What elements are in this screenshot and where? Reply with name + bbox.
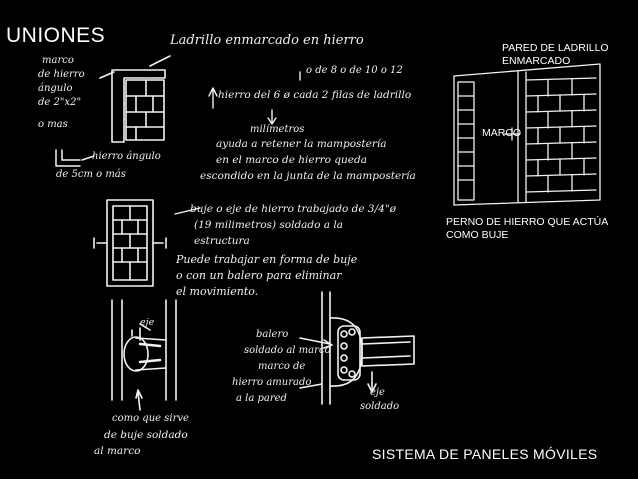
hw-ayuda-3: escondido en la junta de la mampostería bbox=[200, 170, 416, 182]
angle-brick-sketch bbox=[100, 56, 170, 142]
hw-buje-3: estructura bbox=[194, 235, 250, 247]
hw-como-1: como que sirve bbox=[112, 413, 189, 424]
hw-como-2: de buje soldado bbox=[104, 429, 188, 441]
slide-footer: SISTEMA DE PANELES MÓVILES bbox=[372, 446, 598, 462]
label-marco: MARCO bbox=[482, 127, 522, 139]
label-pared-ladrillo-line2: ENMARCADO bbox=[502, 55, 571, 67]
hw-ayuda-1: ayuda a retener la mampostería bbox=[216, 138, 387, 150]
hw-como-3: al marco bbox=[94, 445, 141, 457]
label-perno bbox=[446, 216, 608, 242]
slide-title: UNIONES bbox=[6, 24, 106, 47]
hw-ayuda-2: en el marco de hierro queda bbox=[216, 154, 367, 166]
hw-balero-4: hierro amurado bbox=[232, 377, 312, 388]
hw-hierro-angulo-2: de 5cm o más bbox=[56, 169, 126, 180]
hw-marco-2: de hierro bbox=[38, 69, 85, 80]
small-angle-sketch bbox=[56, 150, 94, 166]
hw-balero-5: a la pared bbox=[236, 393, 287, 404]
hw-marco-5: o mas bbox=[38, 119, 68, 130]
hw-marco-3: ángulo bbox=[38, 83, 73, 94]
hw-buje-6: el movimiento. bbox=[176, 285, 259, 298]
hw-balero-2: soldado al marco bbox=[244, 345, 331, 356]
label-perno-line1: PERNO DE HIERRO QUE ACTÚA bbox=[446, 216, 609, 228]
hw-buje-2: (19 milimetros) soldado a la bbox=[194, 219, 344, 231]
framed-wall-diagram bbox=[454, 64, 600, 205]
hw-balero-1: balero bbox=[256, 329, 289, 340]
hw-eje-right-2: soldado bbox=[360, 401, 400, 412]
hw-marco-1: marco bbox=[42, 55, 74, 66]
hw-balero-3: marco de bbox=[258, 361, 306, 372]
hw-eje-left: eje bbox=[140, 317, 155, 328]
hw-hierro-line: hierro del 6 ø cada 2 filas de ladrillo bbox=[218, 89, 412, 101]
hw-buje-4: Puede trabajar en forma de buje bbox=[176, 253, 358, 266]
hw-buje-1: buje o eje de hierro trabajado de 3/4"ø bbox=[190, 203, 396, 215]
label-pared-ladrillo-line1: PARED DE LADRILLO bbox=[502, 42, 609, 54]
hw-eje-right-1: eje bbox=[370, 387, 385, 398]
hw-marco-4: de 2"x2" bbox=[38, 97, 82, 108]
hw-hierro-angulo-1: hierro ángulo bbox=[92, 151, 161, 162]
hw-heading: Ladrillo enmarcado en hierro bbox=[170, 33, 364, 48]
hw-buje-5: o con un balero para eliminar bbox=[176, 269, 342, 282]
label-pared-ladrillo bbox=[502, 42, 609, 68]
label-perno-line2: COMO BUJE bbox=[446, 229, 509, 241]
hw-size-line: o de 8 o de 10 o 12 bbox=[306, 65, 403, 76]
hw-milimetros: milímetros bbox=[250, 124, 305, 135]
framed-panel-sketch bbox=[94, 200, 166, 286]
